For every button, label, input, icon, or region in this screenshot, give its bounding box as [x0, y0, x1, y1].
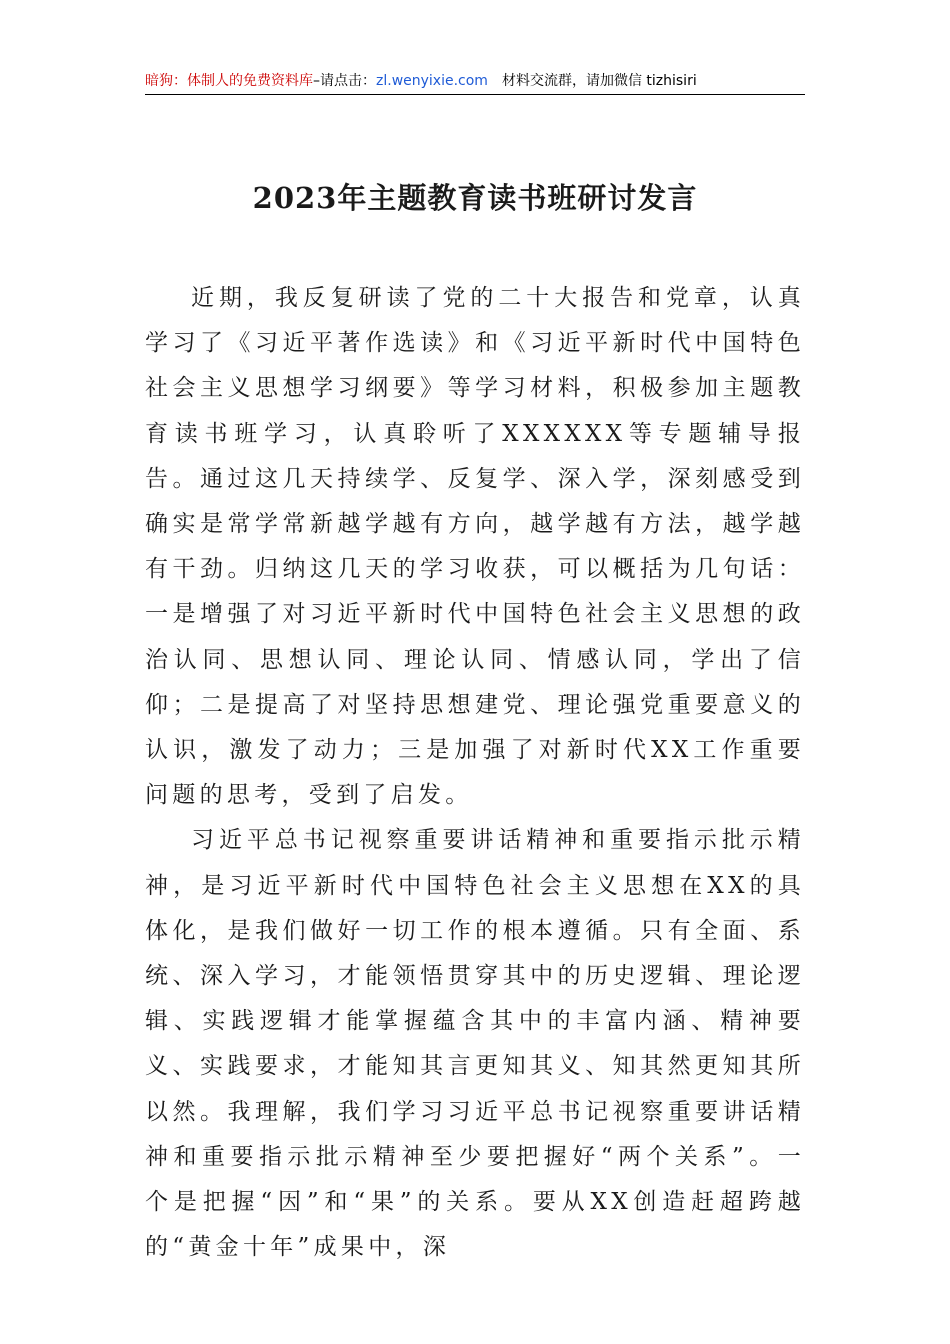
- page-header: [145, 70, 805, 95]
- header-separator: –请点击：: [313, 73, 376, 89]
- header-link[interactable]: zl.wenyixie.com: [376, 73, 488, 89]
- paragraph-1: 近期，我反复研读了党的二十大报告和党章，认真学习了《习近平著作选读》和《习近平新时代中国特色社会主义思想学习纲要》等学习材料，积极参加主题教育读书班学习，认真聆听了XXXXXX等专题辅导报告。通过这几天持续学、反复学、深入学，深刻感受到确实是常学常新越学越有方向，越学越有方法，越学越有干劲。归纳这几天的学习收获，可以概括为几句话：一是增强了对习近平新时代中国特色社会主义思想的政治认同、思想认同、理论认同、情感认同，学出了信仰；二是提高了对坚持思想建党、理论强党重要意义的认识，激发了动力；三是加强了对新时代XX工作重要问题的思考，受到了启发。: [145, 285, 805, 809]
- header-brand: 暗狗：体制人的免费资料库: [145, 73, 313, 89]
- header-wechat-note: 材料交流群，请加微信 tizhisiri: [501, 73, 697, 89]
- paragraph-2: 习近平总书记视察重要讲话精神和重要指示批示精神，是习近平新时代中国特色社会主义思想在XX的具体化，是我们做好一切工作的根本遵循。只有全面、系统、深入学习，才能领悟贯穿其中的历史逻辑、理论逻辑、实践逻辑才能掌握蕴含其中的丰富内涵、精神要义、实践要求，才能知其言更知其义、知其然更知其所以然。我理解，我们学习习近平总书记视察重要讲话精神和重要指示批示精神至少要把握好“两个关系”。一个是把握“因”和“果”的关系。要从XX创造赶超跨越的“黄金十年”成果中，深: [145, 827, 805, 1261]
- document-title: 2023年主题教育读书班研讨发言: [252, 181, 698, 215]
- document-body: [145, 276, 805, 1270]
